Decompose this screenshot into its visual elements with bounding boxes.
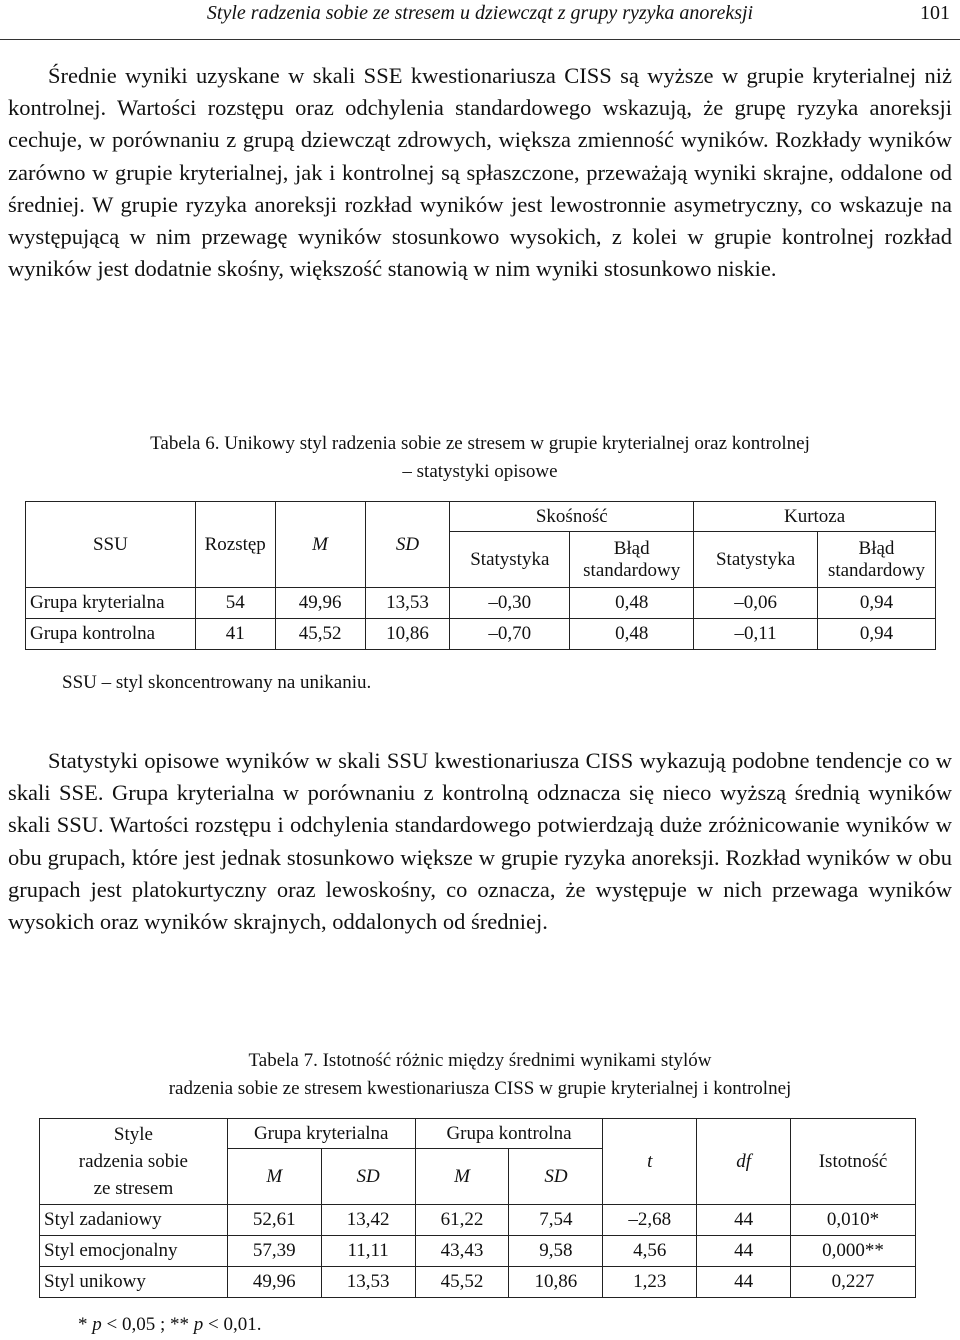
table7-note: * p < 0,05 ; ** p < 0,01. (78, 1314, 262, 1335)
row-label: Grupa kontrolna (26, 619, 196, 650)
cell-m1: 57,39 (227, 1236, 321, 1267)
cell-kurt-stat: –0,06 (694, 588, 818, 619)
cell-kurt-err: 0,94 (818, 619, 936, 650)
cell-m1: 49,96 (227, 1267, 321, 1298)
cell-sd1: 13,53 (321, 1267, 415, 1298)
cell-sd: 13,53 (365, 588, 450, 619)
table7-header-row-1 (40, 1119, 916, 1149)
table7-caption-line2: radzenia sobie ze stresem kwestionariusza CISS w grupie kryterialnej i kontrolnej (168, 1078, 792, 1099)
cell-sd1: 11,11 (321, 1236, 415, 1267)
row-label: Styl zadaniowy (40, 1205, 228, 1236)
table7-header-df: df (697, 1119, 791, 1205)
cell-t: –2,68 (603, 1205, 697, 1236)
table6-header-ssu: SSU (26, 502, 196, 588)
table7-header-mean-crit: M (227, 1149, 321, 1205)
table6-note: SSU – styl skoncentrowany na unikaniu. (62, 672, 372, 693)
cell-t: 4,56 (603, 1236, 697, 1267)
table7-header-mean-ctrl: M (415, 1149, 509, 1205)
table6-header-kurt-stat: Statystyka (694, 532, 818, 588)
table7-header-sd-ctrl: SD (509, 1149, 603, 1205)
cell-sd2: 7,54 (509, 1205, 603, 1236)
cell-sd2: 9,58 (509, 1236, 603, 1267)
table6 (25, 501, 936, 650)
table6-header-row-1 (26, 502, 936, 532)
cell-df: 44 (697, 1236, 791, 1267)
row-label: Styl emocjonalny (40, 1236, 228, 1267)
table7-header-t: t (603, 1119, 697, 1205)
cell-skew-err: 0,48 (570, 588, 694, 619)
table6-caption (0, 430, 960, 486)
table-row (40, 1205, 916, 1236)
table6-header-kurtosis: Kurtoza (694, 502, 936, 532)
cell-t: 1,23 (603, 1267, 697, 1298)
cell-m1: 52,61 (227, 1205, 321, 1236)
row-label: Grupa kryterialna (26, 588, 196, 619)
cell-m2: 61,22 (415, 1205, 509, 1236)
table-row (40, 1267, 916, 1298)
cell-range: 54 (195, 588, 275, 619)
cell-skew-stat: –0,70 (450, 619, 570, 650)
paragraph-ssu: Statystyki opisowe wyników w skali SSU kwestionariusza CISS wykazują podobne tendencje co w skali SSE. Grupa kryterialna w porównaniu z kontrolną odznacza się nieco wyższą średnią wyników skali SSU. Wartości rozstępu i odchylenia standardowego potwierdzają duże zróżnicowanie wyników w obu grupach, które jest jednak stosunkowo większe w grupie ryzyka anoreksji. Rozkład wyników w obu grupach jest platokurtyczny oraz lewoskośny, co oznacza, że występuje w nich przewaga wyników wysokich oraz wyników skrajnych, oddalonych od średniej. (8, 748, 952, 935)
cell-kurt-stat: –0,11 (694, 619, 818, 650)
table6-header-mean: M (275, 502, 365, 588)
table6-header-skew-err: Błąd standardowy (570, 532, 694, 588)
running-header (0, 0, 960, 40)
cell-mean: 45,52 (275, 619, 365, 650)
cell-sd1: 13,42 (321, 1205, 415, 1236)
table7-header-styles: Style radzenia sobie ze stresem (40, 1119, 228, 1205)
cell-df: 44 (697, 1267, 791, 1298)
cell-m2: 45,52 (415, 1267, 509, 1298)
table-row (26, 588, 936, 619)
cell-range: 41 (195, 619, 275, 650)
row-label: Styl unikowy (40, 1267, 228, 1298)
cell-mean: 49,96 (275, 588, 365, 619)
cell-sig: 0,010* (791, 1205, 916, 1236)
page-number: 101 (920, 2, 950, 24)
cell-skew-stat: –0,30 (450, 588, 570, 619)
table7-header-sd-crit: SD (321, 1149, 415, 1205)
cell-sig: 0,227 (791, 1267, 916, 1298)
cell-df: 44 (697, 1205, 791, 1236)
cell-sd: 10,86 (365, 619, 450, 650)
table6-caption-line1: Tabela 6. Unikowy styl radzenia sobie ze stresem w grupie kryterialnej oraz kontrolnej (150, 433, 810, 454)
running-title: Style radzenia sobie ze stresem u dziewcząt z grupy ryzyka anoreksji (206, 2, 754, 24)
cell-m2: 43,43 (415, 1236, 509, 1267)
cell-sd2: 10,86 (509, 1267, 603, 1298)
table6-caption-line2: – statystyki opisowe (402, 461, 558, 482)
table7-header-group-crit: Grupa kryterialna (227, 1119, 415, 1149)
table7-caption (0, 1047, 960, 1103)
table-row (26, 619, 936, 650)
cell-kurt-err: 0,94 (818, 588, 936, 619)
table6-header-range: Rozstęp (195, 502, 275, 588)
table7-caption-line1: Tabela 7. Istotność różnic między średnimi wynikami stylów (248, 1050, 712, 1071)
table-row (40, 1236, 916, 1267)
table6-header-skewness: Skośność (450, 502, 694, 532)
table7-header-group-ctrl: Grupa kontrolna (415, 1119, 603, 1149)
cell-sig: 0,000** (791, 1236, 916, 1267)
cell-skew-err: 0,48 (570, 619, 694, 650)
table6-header-sd: SD (365, 502, 450, 588)
table6-header-kurt-err: Błąd standardowy (818, 532, 936, 588)
table6-header-skew-stat: Statystyka (450, 532, 570, 588)
table7 (39, 1118, 916, 1298)
paragraph-sse: Średnie wyniki uzyskane w skali SSE kwestionariusza CISS są wyższe w grupie kryterialnej niż kontrolnej. Wartości rozstępu oraz odchylenia standardowego wskazują, że grupę ryzyka anoreksji cechuje, w porównaniu z grupą dziewcząt zdrowych, większa zmienność wyników. Rozkłady wyników zarówno w grupie kryterialnej, jak i kontrolnej są spłaszczone, przeważają wyniki skrajne, oddalone od średniej. W grupie ryzyka anoreksji rozkład wyników jest lewostronnie asymetryczny, co wskazuje na występującą w nim przewagę wyników stosunkowo wysokich, z kolei w grupie kontrolnej rozkład wyników jest dodatnie skośny, większość stanowią w nim wyniki stosunkowo niskie. (8, 63, 952, 282)
table7-header-significance: Istotność (791, 1119, 916, 1205)
